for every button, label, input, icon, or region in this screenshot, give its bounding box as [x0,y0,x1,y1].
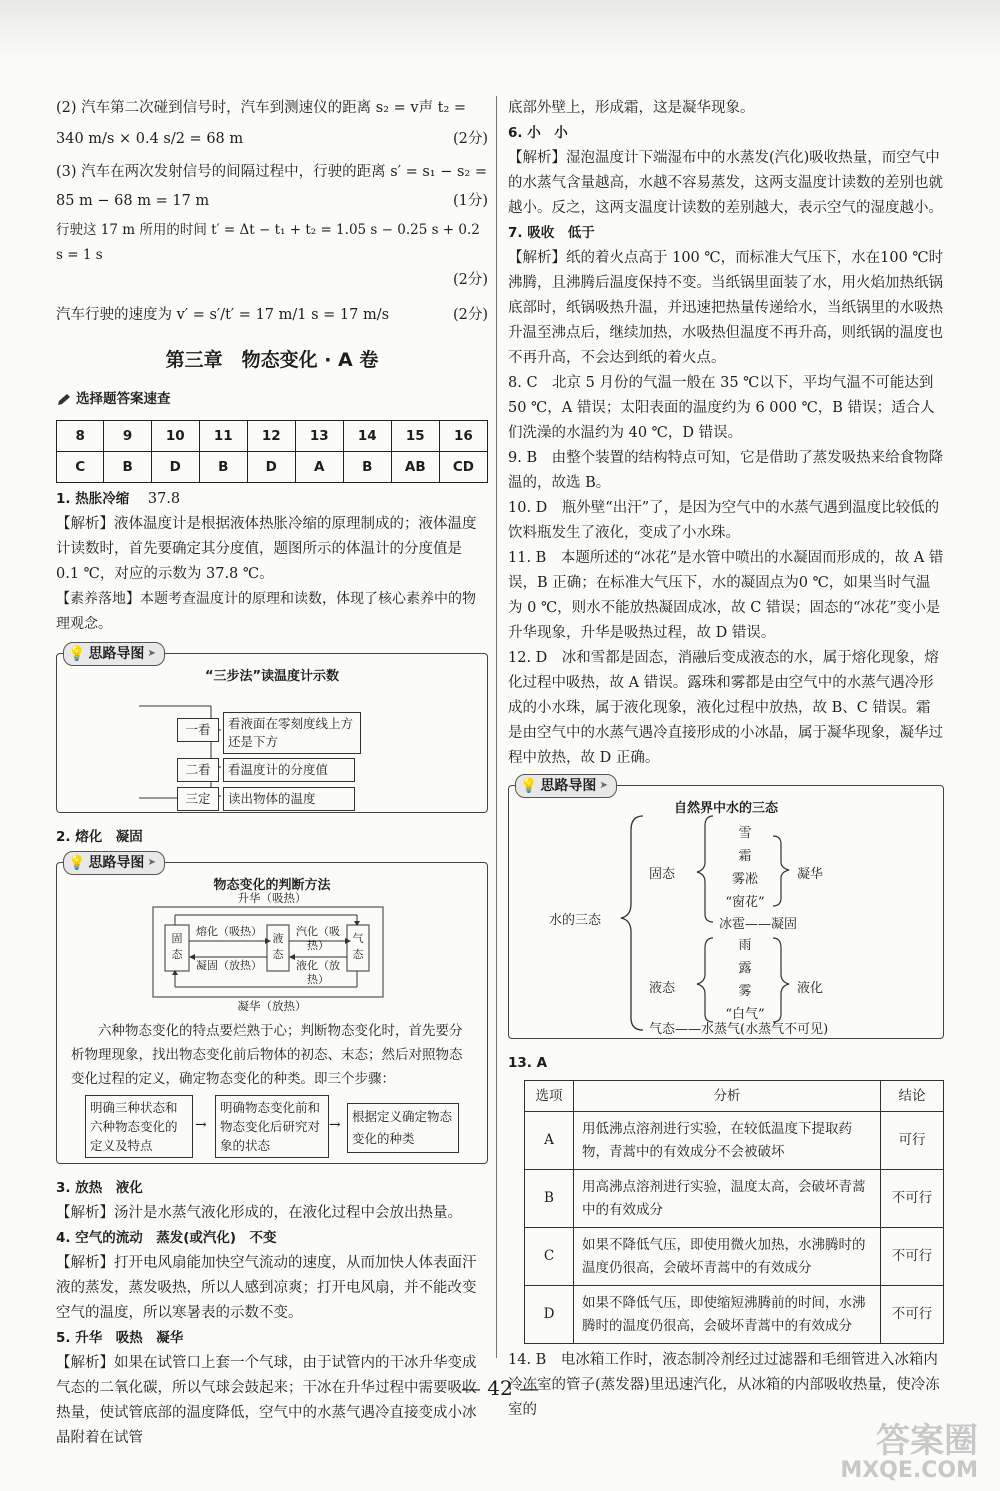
bulb-icon: 💡 [68,646,86,662]
q13-analysis: 用低沸点溶剂进行实验，在较低温度下提取药物，青蒿中的有效成分不会被破坏 [574,1112,881,1170]
q1-head: 1. 热胀冷缩 [56,491,130,507]
q13-header-row [525,1081,944,1112]
q13-result: 可行 [881,1112,944,1170]
liquid-items [715,934,775,1026]
q4-head: 4. 空气的流动 蒸发(或汽化) 不变 [56,1230,277,1246]
watermark-logo [840,1423,978,1483]
q1-value: 37.8 [147,491,181,507]
mindmap-3-title: 自然界中水的三态 [673,801,778,816]
answer-num: 16 [439,421,487,452]
solid-item: “窗花” [725,895,765,910]
map1-text-3: 读出物体的温度 [223,787,355,811]
p2-line2-row [56,127,488,152]
arrow-right-icon: → [329,1117,341,1133]
answer-num: 12 [247,421,295,452]
answer-num: 10 [151,421,199,452]
q5-continued: 底部外壁上，形成霜，这是凝华现象。 [508,100,755,116]
mindmap-2-tag-label: 思路导图 [88,855,145,871]
p3-score3: (2分) [452,307,488,323]
map1-step-1: 一看 [177,718,219,742]
mindmap-1-tag-label: 思路导图 [88,646,145,662]
map2-step-1: 明确三种状态和六种物态变化的定义及特点 [85,1095,193,1158]
q13-head: 13. A [508,1055,548,1071]
state-solid: 固态 [171,932,183,961]
q13-opt: D [525,1286,574,1344]
q10-answer: 10. D 瓶外壁“出汗”了，是因为空气中的水蒸气遇到温度比较低的饮料瓶发生了液化，变成了小水珠。 [508,500,940,541]
answer-num: 8 [57,421,104,452]
answer-values-row [57,452,488,483]
q11-answer: 11. B 本题所述的“冰花”是水管中喷出的水凝固而形成的，故 A 错误，B 正确；在标准大气压下，水的凝固点为0 ℃，如果当时气温为 0 ℃，则水不能放热凝固成冰，故 C 错误；固态的“冰花”变小是升华现象，升华是吸热过程，故 D 错误。 [508,550,944,641]
mindmap-3 [508,778,944,1039]
q13-header: 选项 [525,1081,574,1112]
liquid-item: “白气” [725,1007,765,1022]
label-liquefaction: 液化（放热） [296,959,340,986]
state-liquid: 液态 [272,932,284,961]
arrow-right-icon: → [195,1117,207,1133]
q7-head: 7. 吸收 低于 [508,225,595,241]
q8-answer: 8. C 北京 5 月份的气温一般在 35 ℃以下，平均气温不可能达到 50 ℃，A 错误；太阳表面的温度约为 6 000 ℃，B 错误；适合人们洗澡的水温约为 40 ℃，D 错误。 [508,375,935,441]
table-row [525,1228,944,1286]
answer-val: A [295,452,343,483]
mindmap-3-tag-label: 思路导图 [540,778,597,794]
left-column [56,96,488,1451]
q1-answer [56,487,488,512]
q13-result: 不可行 [881,1286,944,1344]
label-melting: 熔化（吸热） [196,925,262,938]
q12-answer: 12. D 冰和雪都是固态，消融后变成液态的水，属于熔化现象，熔化过程中吸热，故 A 错误。露珠和雾都是由空气中的水蒸气遇冷形成的小水珠，属于液化现象，液化过程中放热，故 B、C 错误。霜是由空气中的水蒸气遇冷直接形成的小冰晶，属于凝华现象，凝华过程中放热，故 D 正确。 [508,650,943,766]
p3-score: (1分) [452,193,488,209]
answer-val: CD [439,452,487,483]
label-sublimation: 升华（吸热） [237,891,307,905]
q13-table [524,1080,944,1344]
map1-step-3: 三定 [177,787,219,811]
bulb-icon: 💡 [520,778,538,794]
liquid-label: 液态 [649,981,676,996]
arrow-icon: ➤ [147,857,156,868]
quick-answer-heading [56,387,488,412]
liquid-item: 雾 [738,984,752,999]
scan-top-shade [0,0,1000,60]
table-row [525,1112,944,1170]
q13-opt: B [525,1170,574,1228]
water-states-root: 水的三态 [549,913,602,928]
label-freezing: 凝固（放热） [196,959,262,972]
map1-step-2: 二看 [177,758,219,782]
solid-items [715,822,775,914]
answer-val: B [343,452,391,483]
q3-analysis: 【解析】汤汁是水蒸气液化形成的，在液化过程中会放出热量。 [56,1205,462,1221]
answer-numbers-row [57,421,488,452]
gas-label: 气态——水蒸气(水蒸气不可见) [649,1022,829,1037]
right-column [508,96,944,1423]
answer-num: 14 [343,421,391,452]
mindmap-2-text: 六种物态变化的特点要烂熟于心；判断物态变化时，首先要分析物理现象，找出物态变化前后物体的初态、末态；然后对照物态变化过程的定义，确定物态变化的种类。即三个步骤： [71,1023,463,1087]
answer-val: B [104,452,151,483]
q1-analysis: 【解析】液体温度计是根据液体热胀冷缩的原理制成的；液体温度计读数时，首先要确定其分度值，题图所示的体温计的分度值是 0.1 ℃，对应的示数为 37.8 ℃。 [56,516,477,582]
q13-opt: A [525,1112,574,1170]
q3-head: 3. 放热 液化 [56,1180,143,1196]
q13-result: 不可行 [881,1228,944,1286]
p2-score: (2分) [452,131,488,147]
answer-num: 15 [391,421,439,452]
label-deposition: 凝华（放热） [237,999,307,1013]
answer-table [56,420,488,483]
q13-analysis: 用高沸点溶剂进行实验，温度太高，会破坏青蒿中的有效成分 [574,1170,881,1228]
q2-head: 2. 熔化 凝固 [56,829,143,845]
pencil-icon [56,393,72,407]
state-gas: 气态 [352,932,364,961]
answer-num: 9 [104,421,151,452]
answer-val: AB [391,452,439,483]
p2-line2: 340 m/s × 0.4 s/2 = 68 m [56,131,244,147]
q6-head: 6. 小 小 [508,125,568,141]
map1-text-1: 看液面在零刻度线上方还是下方 [223,712,361,754]
answer-val: B [199,452,247,483]
hail-label: 冰雹——凝固 [719,917,798,932]
p3-line4-row [56,303,488,328]
table-row [525,1286,944,1344]
bulb-icon: 💡 [68,855,86,871]
p3-score2: (2分) [452,272,488,288]
watermark-url: MXQE.COM [840,1458,978,1483]
liquid-item: 雨 [738,938,752,953]
q13-analysis: 如果不降低气压，即使用微火加热，水沸腾时的温度仍很高，会破坏青蒿中的有效成分 [574,1228,881,1286]
solid-label: 固态 [649,867,676,882]
map1-text-2: 看温度计的分度值 [223,758,355,782]
q13-header: 分析 [574,1081,881,1112]
map2-step-3: 根据定义确定物态变化的种类 [347,1103,459,1153]
solid-item: 雾凇 [731,872,758,887]
chapter-title: 第三章 物态变化 · A 卷 [165,349,379,371]
q5-head: 5. 升华 吸热 凝华 [56,1330,184,1346]
q13-opt: C [525,1228,574,1286]
q9-answer: 9. B 由整个装置的结构特点可知，它是借助了蒸发吸热来给食物降温的，故选 B。 [508,450,944,491]
mindmap-1-title: “三步法”读温度计示数 [204,669,340,684]
q14-answer: 14. B 电冰箱工作时，液态制冷剂经过过滤器和毛细管进入冰箱内冷冻室的管子(蒸发器)里迅速汽化，从冰箱的内部吸收热量，使冷冻室的 [508,1352,940,1418]
q6-analysis: 【解析】湿泡温度计下端湿布中的水蒸发(汽化)吸收热量，而空气中的水蒸气含量越高，水越不容易蒸发，这两支温度计读数的差别也就越小。反之，这两支温度计读数的差别越大，表示空气的湿度越小。 [508,150,943,216]
q13-header: 结论 [881,1081,944,1112]
q5-analysis: 【解析】如果在试管口上套一个气球，由于试管内的干冰升华变成气态的二氧化碳，所以气球会鼓起来；干冰在升华过程中需要吸收热量，使试管底部的温度降低，空气中的水蒸气遇冷直接变成小冰晶附着在试管 [56,1355,477,1446]
quick-answer-title: 选择题答案速查 [76,391,171,407]
table-row [525,1170,944,1228]
solid-item: 雪 [738,826,752,841]
answer-num: 11 [199,421,247,452]
q13-result: 不可行 [881,1170,944,1228]
mindmap-2 [56,855,488,1164]
q7-analysis: 【解析】纸的着火点高于 100 ℃，而标准大气压下，水在100 ℃时沸腾，且沸腾后温度保持不变。当纸锅里面装了水，用火焰加热纸锅底部时，纸锅吸热升温，并迅速把热量传递给水，当纸锅里的水吸热升温至沸点后，继续加热，水吸热但温度不再升高，则纸锅的温度也不再升高，不会达到纸的着火点。 [508,250,944,366]
solid-item: 霜 [738,849,752,864]
mindmap-2-title: 物态变化的判断方法 [213,878,331,893]
q13-analysis: 如果不降低气压，即使缩短沸腾前的时间，水沸腾时的温度仍很高，会破坏青蒿中的有效成分 [574,1286,881,1344]
q1-literacy: 【素养落地】本题考查温度计的原理和读数，体现了核心素养中的物理观念。 [56,591,476,632]
mindmap-1 [56,646,488,813]
answer-val: C [57,452,104,483]
watermark-text: 答案圈 [876,1421,978,1461]
p3-line4: 汽车行驶的速度为 v′ = s′/t′ = 17 m/1 s = 17 m/s [56,307,390,323]
liquid-item: 露 [738,961,752,976]
arrow-icon: ➤ [599,780,608,791]
q4-analysis: 【解析】打开电风扇能加快空气流动的速度，从而加快人体表面汗液的蒸发，蒸发吸热，所以人感到凉爽；打开电风扇，并不能改变空气的温度，所以寒暑表的示数不变。 [56,1255,477,1321]
answer-num: 13 [295,421,343,452]
p3-line1: (3) 汽车在两次发射信号的间隔过程中，行驶的距离 s′ = s₁ − s₂ = [56,164,487,180]
arrow-icon: ➤ [147,648,156,659]
solid-process: 凝华 [797,867,824,882]
p3-line2-row [56,189,488,214]
liquid-process: 液化 [797,981,824,996]
p3-line2: 85 m − 68 m = 17 m [56,193,210,209]
page-number: — 42 — [460,1376,540,1400]
column-divider [496,96,497,1358]
map2-step-2: 明确物态变化前和物态变化后研究对象的状态 [215,1095,329,1158]
label-vaporization: 汽化（吸热） [296,925,340,952]
answer-val: D [247,452,295,483]
answer-val: D [151,452,199,483]
p3-line3: 行驶这 17 m 所用的时间 t′ = Δt − t₁ + t₂ = 1.05 s − 0.25 s + 0.2 s = 1 s [56,222,480,263]
p2-line1: (2) 汽车第二次碰到信号时，汽车到测速仪的距离 s₂ = v声 t₂ = [56,100,467,116]
